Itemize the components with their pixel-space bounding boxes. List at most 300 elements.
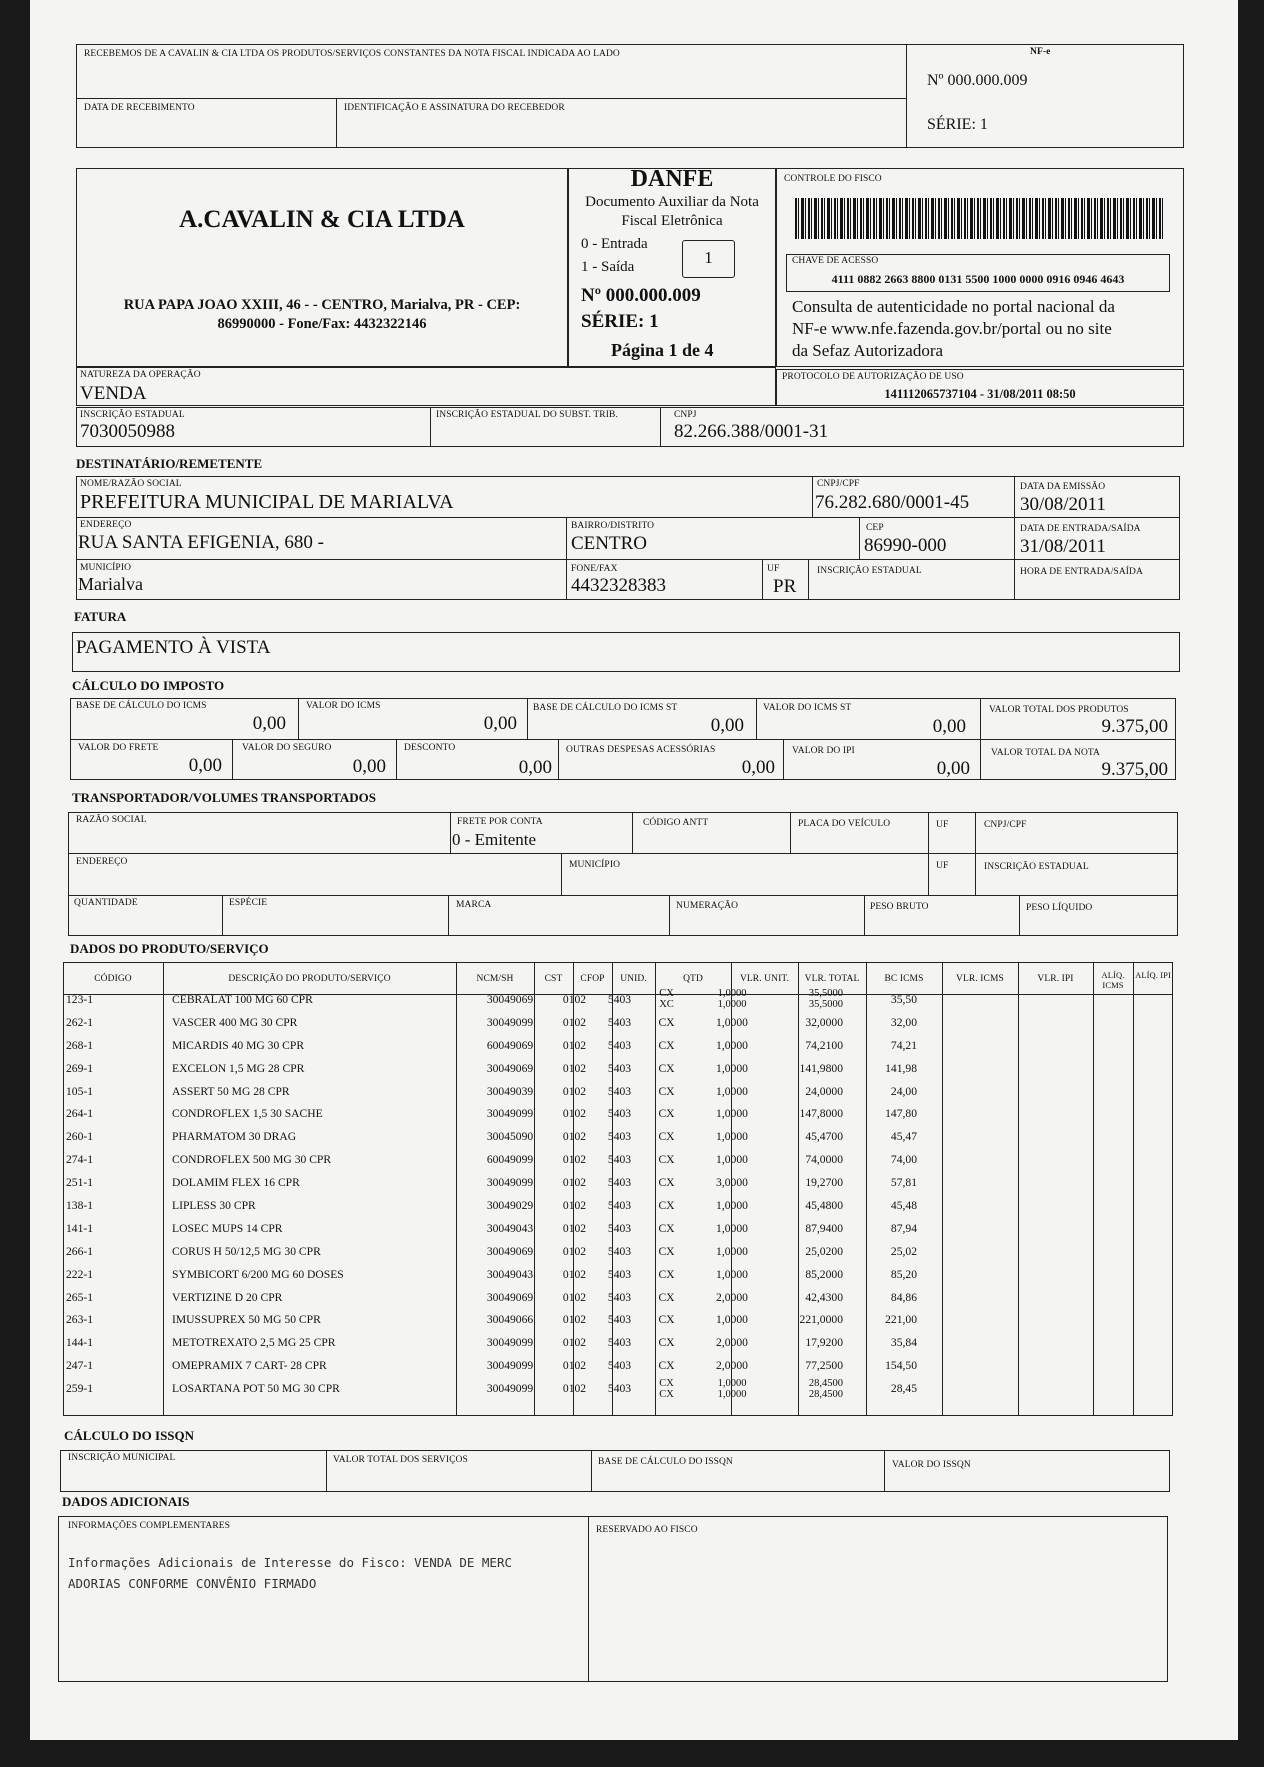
transp-peso-liquido-label: PESO LÍQUIDO: [1026, 903, 1093, 913]
divider: [450, 812, 451, 853]
cell-unid: CX: [658, 1015, 675, 1029]
column-divider: [942, 962, 943, 1416]
consulta-2: NF-e www.nfe.fazenda.gov.br/portal ou no site: [792, 319, 1112, 338]
cell-cst: 0102: [562, 992, 587, 1006]
cell-cst: 0102: [562, 1244, 587, 1258]
product-header-cell: VLR. TOTAL: [804, 974, 860, 984]
cell-descricao: METOTREXATO 2,5 MG 25 CPR: [172, 1336, 336, 1350]
table-row: [63, 1194, 920, 1217]
cell-codigo: 138-1: [66, 1198, 94, 1212]
product-header-cell: ALÍQ. IPI: [1135, 970, 1171, 980]
cell-codigo: 269-1: [66, 1061, 94, 1075]
table-row: [63, 1377, 920, 1400]
cell-unit: 221,0000: [799, 1313, 843, 1327]
divider: [70, 739, 1176, 740]
divider: [808, 559, 809, 600]
base-icms-label: BASE DE CÁLCULO DO ICMS: [76, 701, 207, 711]
cell-qtd: 1,0000: [716, 1153, 748, 1167]
cnpj-value: 82.266.388/0001-31: [674, 421, 829, 442]
issqn-im-label: INSCRIÇÃO MUNICIPAL: [68, 1453, 176, 1463]
cell-descricao: CONDROFLEX 1,5 30 SACHE: [172, 1107, 323, 1121]
cell-descricao: LOSARTANA POT 50 MG 30 CPR: [172, 1382, 340, 1396]
divider: [884, 1450, 885, 1492]
table-row: [63, 1308, 920, 1331]
adicionais-box: [58, 1516, 1168, 1682]
divider: [660, 407, 661, 447]
danfe-serie: SÉRIE: 1: [581, 311, 659, 332]
cell-qtd: 1,0000: [716, 1313, 748, 1327]
canhoto-numero: Nº 000.000.009: [927, 72, 1028, 89]
cell-qtd: 1,0000: [716, 1061, 748, 1075]
cell-ncm: 30049099: [486, 1015, 534, 1029]
cell-unit: 28,4500 28,4500: [808, 1377, 843, 1400]
total-prod: 9.375,00: [1101, 716, 1168, 737]
product-header-cell: CFOP: [580, 974, 605, 984]
cell-ncm: 30049029: [486, 1198, 534, 1212]
cell-qtd: 1,0000 1,0000: [717, 988, 747, 1011]
cell-qtd: 1,0000 1,0000: [717, 1377, 747, 1400]
cell-ncm: 30049069: [486, 1290, 534, 1304]
nfe-label: NF-e: [1030, 47, 1051, 57]
cell-ncm: 30049043: [486, 1267, 534, 1281]
identificacao-label: IDENTIFICAÇÃO E ASSINATURA DO RECEBEDOR: [344, 103, 565, 113]
cell-qtd: 2,0000: [716, 1359, 748, 1373]
cell-descricao: MICARDIS 40 MG 30 CPR: [172, 1038, 305, 1052]
transp-frete: 0 - Emitente: [452, 830, 537, 849]
transp-quantidade-label: QUANTIDADE: [74, 898, 138, 908]
cell-unit: 45,4700: [805, 1130, 843, 1144]
cell-cfop: 5403: [607, 1267, 632, 1281]
table-row: [63, 1080, 920, 1103]
chave-acesso: 4111 0882 2663 8800 0131 5500 1000 0000 0916 0946 4643: [831, 272, 1125, 286]
base-icms: 0,00: [252, 713, 286, 734]
cell-codigo: 247-1: [66, 1359, 94, 1373]
product-header-cell: UNID.: [620, 974, 647, 984]
table-row: [63, 988, 920, 1011]
protocolo-label: PROTOCOLO DE AUTORIZAÇÃO DE USO: [782, 372, 964, 382]
cell-unid: CX: [658, 1176, 675, 1190]
dest-nome: PREFEITURA MUNICIPAL DE MARIALVA: [80, 491, 454, 513]
divider: [222, 895, 223, 936]
consulta-3: da Sefaz Autorizadora: [792, 341, 944, 360]
transp-placa-label: PLACA DO VEÍCULO: [798, 819, 891, 829]
emitente-endereco: RUA PAPA JOAO XXIII, 46 - - CENTRO, Marialva, PR - CEP:: [123, 297, 521, 313]
cell-ncm: 30049099: [486, 1336, 534, 1350]
cell-ncm: 30045090: [486, 1130, 534, 1144]
column-divider: [1018, 962, 1019, 1416]
info-line-2: ADORIAS CONFORME CONVÊNIO FIRMADO: [68, 1576, 317, 1591]
cell-cfop: 5403: [607, 1015, 632, 1029]
cell-qtd: 1,0000: [716, 1221, 748, 1235]
danfe-subtitle-1: Documento Auxiliar da Nota: [585, 194, 759, 210]
divider: [591, 1450, 592, 1492]
divider: [527, 698, 528, 739]
divider: [632, 812, 633, 853]
cell-descricao: VASCER 400 MG 30 CPR: [172, 1015, 298, 1029]
cell-descricao: IMUSSUPREX 50 MG 50 CPR: [172, 1313, 321, 1327]
cell-descricao: EXCELON 1,5 MG 28 CPR: [172, 1061, 305, 1075]
product-header-cell: CST: [544, 974, 563, 984]
cell-qtd: 1,0000: [716, 1267, 748, 1281]
frete-label: VALOR DO FRETE: [78, 743, 159, 753]
issqn-section: CÁLCULO DO ISSQN: [64, 1428, 195, 1443]
cell-cfop: 5403: [607, 1382, 632, 1396]
cell-unit: 74,2100: [805, 1038, 843, 1052]
cell-ncm: 30049099: [486, 1107, 534, 1121]
cell-cfop: 5403: [607, 1221, 632, 1235]
cell-codigo: 266-1: [66, 1244, 94, 1258]
danfe-numero: Nº 000.000.009: [581, 285, 701, 306]
divider: [1014, 476, 1015, 600]
table-row: [63, 1148, 920, 1171]
cell-unit: 147,8000: [799, 1107, 843, 1121]
consulta-1: Consulta de autenticidade no portal nacional da: [792, 297, 1115, 316]
dest-uf: PR: [773, 576, 797, 597]
transp-uf2-label: UF: [936, 861, 949, 871]
cell-ncm: 30049099: [486, 1382, 534, 1396]
total-nota-label: VALOR TOTAL DA NOTA: [991, 748, 1101, 758]
valor-icms: 0,00: [483, 713, 517, 734]
cell-descricao: CEBRALAT 100 MG 60 CPR: [172, 992, 313, 1006]
product-header-cell: VLR. ICMS: [956, 974, 1004, 984]
dest-bairro-label: BAIRRO/DISTRITO: [571, 521, 655, 531]
cell-cfop: 5403: [607, 1336, 632, 1350]
divider: [558, 739, 559, 780]
cell-ncm: 30049069: [486, 1061, 534, 1075]
transp-ie-label: INSCRIÇÃO ESTADUAL: [984, 862, 1089, 872]
base-st: 0,00: [710, 715, 744, 736]
dest-municipio: Marialva: [78, 574, 143, 594]
dest-fone: 4432328383: [571, 575, 666, 596]
destinatario-section: DESTINATÁRIO/REMETENTE: [76, 456, 263, 471]
cell-unit: 25,0200: [805, 1244, 843, 1258]
product-table: [63, 988, 920, 1400]
cell-unit: 141,9800: [799, 1061, 843, 1075]
table-row: [63, 1263, 920, 1286]
dest-entrada-saida-label: DATA DE ENTRADA/SAÍDA: [1020, 524, 1141, 534]
issqn-valor-label: VALOR DO ISSQN: [892, 1460, 971, 1470]
canhoto-serie: SÉRIE: 1: [927, 116, 988, 133]
cell-unid: CX: [658, 1061, 675, 1075]
cell-cfop: 5403: [607, 1061, 632, 1075]
dest-emissao: 30/08/2011: [1020, 494, 1106, 515]
cell-ncm: 60049099: [486, 1153, 534, 1167]
table-row: [63, 1286, 920, 1309]
desconto-label: DESCONTO: [404, 743, 456, 753]
cell-ncm: 30049069: [486, 1244, 534, 1258]
table-row: [63, 1125, 920, 1148]
cell-qtd: 1,0000: [716, 1038, 748, 1052]
cell-qtd: 1,0000: [716, 1244, 748, 1258]
cell-ncm: 30049099: [486, 1359, 534, 1373]
divider: [566, 517, 567, 600]
cell-cfop: 5403: [607, 1153, 632, 1167]
divider: [980, 698, 981, 780]
cell-unid: CX: [658, 1084, 675, 1098]
divider: [336, 98, 337, 148]
cell-ncm: 30049039: [486, 1084, 534, 1098]
issqn-servicos-label: VALOR TOTAL DOS SERVIÇOS: [333, 1455, 468, 1465]
cell-ncm: 30049066: [486, 1313, 534, 1327]
cell-unit: 45,4800: [805, 1198, 843, 1212]
transp-municipio-label: MUNICÍPIO: [569, 860, 621, 870]
ie-st-label: INSCRIÇÃO ESTADUAL DO SUBST. TRIB.: [436, 410, 618, 420]
divider: [928, 812, 929, 895]
ipi: 0,00: [936, 758, 970, 779]
table-row: [63, 1240, 920, 1263]
cell-codigo: 105-1: [66, 1084, 94, 1098]
cell-unid: CX CX: [659, 1377, 674, 1400]
dest-hora-label: HORA DE ENTRADA/SAÍDA: [1020, 567, 1143, 577]
cell-total: 147,80: [885, 1107, 917, 1121]
cell-unit: 35,5000 35,5000: [808, 988, 843, 1011]
seguro: 0,00: [352, 756, 386, 777]
emitente-cep-fone: 86990000 - Fone/Fax: 4432322146: [217, 316, 427, 332]
divider: [762, 559, 763, 600]
cell-total: 57,81: [890, 1176, 917, 1190]
fatura-texto: PAGAMENTO À VISTA: [76, 637, 271, 658]
cell-cst: 0102: [562, 1267, 587, 1281]
cell-cst: 0102: [562, 1107, 587, 1121]
cell-unid: CX: [658, 1107, 675, 1121]
danfe-entrada: 0 - Entrada: [581, 236, 648, 252]
cell-codigo: 263-1: [66, 1313, 94, 1327]
cell-unit: 42,4300: [805, 1290, 843, 1304]
cell-total: 35,84: [890, 1336, 917, 1350]
cell-codigo: 144-1: [66, 1336, 94, 1350]
cell-qtd: 1,0000: [716, 1084, 748, 1098]
cell-cst: 0102: [562, 1359, 587, 1373]
outras: 0,00: [741, 757, 775, 778]
divider: [812, 476, 813, 517]
cell-total: 32,00: [890, 1015, 917, 1029]
cell-cst: 0102: [562, 1015, 587, 1029]
adicionais-section: DADOS ADICIONAIS: [62, 1494, 190, 1509]
dest-ie-label: INSCRIÇÃO ESTADUAL: [817, 566, 922, 576]
cell-unid: CX: [658, 1130, 675, 1144]
table-row: [63, 1217, 920, 1240]
total-prod-label: VALOR TOTAL DOS PRODUTOS: [989, 705, 1129, 715]
cell-codigo: 141-1: [66, 1221, 94, 1235]
cell-unid: CX: [658, 1153, 675, 1167]
product-header-cell: VLR. UNIT.: [739, 974, 790, 984]
seguro-label: VALOR DO SEGURO: [242, 743, 332, 753]
transportador-section: TRANSPORTADOR/VOLUMES TRANSPORTADOS: [72, 790, 377, 805]
cell-cfop: 5403: [607, 1290, 632, 1304]
natureza-value: VENDA: [80, 383, 147, 404]
canhoto-box: [76, 44, 1184, 148]
cell-total: 74,21: [890, 1038, 917, 1052]
transp-marca-label: MARCA: [456, 900, 492, 910]
cnpj-label: CNPJ: [674, 410, 697, 420]
cell-cst: 0102: [562, 1382, 587, 1396]
valor-st: 0,00: [932, 716, 966, 737]
cell-total: 28,45: [890, 1382, 917, 1396]
transp-endereco-label: ENDEREÇO: [76, 857, 128, 867]
table-row: [63, 1034, 920, 1057]
frete: 0,00: [188, 755, 222, 776]
cell-total: 45,48: [890, 1198, 917, 1212]
cell-codigo: 268-1: [66, 1038, 94, 1052]
cell-descricao: SYMBICORT 6/200 MG 60 DOSES: [172, 1267, 344, 1281]
cell-unid: CX: [658, 1313, 675, 1327]
imposto-section: CÁLCULO DO IMPOSTO: [72, 678, 225, 693]
cell-cst: 0102: [562, 1153, 587, 1167]
divider: [790, 812, 791, 853]
product-header-cell: NCM/SH: [476, 974, 514, 984]
cell-unit: 19,2700: [805, 1176, 843, 1190]
cell-ncm: 30049069: [486, 992, 534, 1006]
cell-total: 25,02: [890, 1244, 917, 1258]
danfe-tipo: 1: [704, 248, 713, 267]
danfe-subtitle-2: Fiscal Eletrônica: [621, 213, 723, 229]
cell-qtd: 3,0000: [716, 1176, 748, 1190]
transp-cnpj-label: CNPJ/CPF: [984, 820, 1027, 830]
transp-especie-label: ESPÉCIE: [229, 898, 268, 908]
cell-total: 74,00: [890, 1153, 917, 1167]
cell-ncm: 60049069: [486, 1038, 534, 1052]
cell-unit: 87,9400: [805, 1221, 843, 1235]
cell-unid: CX: [658, 1198, 675, 1212]
outras-label: OUTRAS DESPESAS ACESSÓRIAS: [566, 745, 716, 755]
cell-qtd: 1,0000: [716, 1107, 748, 1121]
cell-cst: 0102: [562, 1290, 587, 1304]
cell-total: 141,98: [885, 1061, 917, 1075]
valor-st-label: VALOR DO ICMS ST: [763, 703, 852, 713]
divider: [430, 407, 431, 447]
cell-descricao: LOSEC MUPS 14 CPR: [172, 1221, 283, 1235]
cell-codigo: 251-1: [66, 1176, 94, 1190]
cell-descricao: DOLAMIM FLEX 16 CPR: [172, 1176, 300, 1190]
table-row: [63, 1102, 920, 1125]
barcode: [795, 198, 1164, 239]
transp-razao-label: RAZÃO SOCIAL: [76, 815, 147, 825]
cell-descricao: CONDROFLEX 500 MG 30 CPR: [172, 1153, 332, 1167]
table-row: [63, 1171, 920, 1194]
product-header-cell: VLR. IPI: [1037, 974, 1074, 984]
cell-total: 87,94: [890, 1221, 917, 1235]
divider: [68, 895, 1178, 896]
cell-codigo: 259-1: [66, 1382, 94, 1396]
cell-cst: 0102: [562, 1084, 587, 1098]
cell-cfop: 5403: [607, 1244, 632, 1258]
transportador-box: [68, 812, 1178, 936]
dest-fone-label: FONE/FAX: [571, 564, 618, 574]
cell-cfop: 5403: [607, 992, 632, 1006]
cell-unit: 77,2500: [805, 1359, 843, 1373]
cell-unit: 24,0000: [805, 1084, 843, 1098]
cell-cfop: 5403: [607, 1107, 632, 1121]
cell-unit: 85,2000: [805, 1267, 843, 1281]
danfe-saida: 1 - Saída: [581, 259, 635, 275]
cell-codigo: 260-1: [66, 1130, 94, 1144]
product-header-cell: QTD: [683, 974, 703, 984]
cell-qtd: 2,0000: [716, 1290, 748, 1304]
divider: [396, 739, 397, 780]
dest-emissao-label: DATA DA EMISSÃO: [1020, 482, 1106, 492]
cell-total: 45,47: [890, 1130, 917, 1144]
cell-total: 154,50: [885, 1359, 917, 1373]
cell-qtd: 1,0000: [716, 1130, 748, 1144]
dest-cep-label: CEP: [866, 523, 884, 533]
dest-endereco-label: ENDEREÇO: [80, 520, 132, 530]
total-nota: 9.375,00: [1101, 759, 1168, 780]
transp-antt-label: CÓDIGO ANTT: [643, 818, 709, 828]
divider: [448, 895, 449, 936]
cell-cst: 0102: [562, 1336, 587, 1350]
dest-municipio-label: MUNICÍPIO: [80, 563, 132, 573]
divider: [232, 739, 233, 780]
dest-cnpj-label: CNPJ/CPF: [817, 479, 860, 489]
controle-fisco-label: CONTROLE DO FISCO: [784, 174, 882, 184]
desconto: 0,00: [518, 757, 552, 778]
cell-codigo: 264-1: [66, 1107, 94, 1121]
cell-unid: CX: [658, 1038, 675, 1052]
ie-box: [76, 407, 1184, 447]
dest-uf-label: UF: [767, 564, 780, 574]
cell-cfop: 5403: [607, 1084, 632, 1098]
ie-label: INSCRIÇÃO ESTADUAL: [80, 410, 185, 420]
transp-uf-label: UF: [936, 820, 949, 830]
divider: [326, 1450, 327, 1492]
emitente-nome: A.CAVALIN & CIA LTDA: [179, 206, 465, 233]
product-header-cell: ALÍQ. ICMS: [1101, 970, 1125, 990]
cell-ncm: 30049099: [486, 1176, 534, 1190]
divider: [975, 812, 976, 895]
cell-cst: 0102: [562, 1176, 587, 1190]
dest-bairro: CENTRO: [571, 533, 647, 554]
cell-qtd: 1,0000: [716, 1015, 748, 1029]
cell-unid: CX: [658, 1359, 675, 1373]
cell-cst: 0102: [562, 1038, 587, 1052]
cell-cfop: 5403: [607, 1313, 632, 1327]
cell-codigo: 262-1: [66, 1015, 94, 1029]
dest-entrada-saida: 31/08/2011: [1020, 536, 1106, 557]
cell-cst: 0102: [562, 1198, 587, 1212]
cell-descricao: LIPLESS 30 CPR: [172, 1198, 256, 1212]
table-row: [63, 1331, 920, 1354]
dest-endereco: RUA SANTA EFIGENIA, 680 -: [78, 532, 325, 553]
base-st-label: BASE DE CÁLCULO DO ICMS ST: [533, 703, 678, 713]
cell-unid: CX XC: [659, 988, 674, 1011]
divider: [1019, 895, 1020, 936]
dest-cnpj: 76.282.680/0001-45: [815, 492, 970, 513]
cell-unit: 32,0000: [805, 1015, 843, 1029]
divider: [68, 853, 1178, 854]
cell-cst: 0102: [562, 1313, 587, 1327]
cell-cfop: 5403: [607, 1038, 632, 1052]
cell-cfop: 5403: [607, 1176, 632, 1190]
divider: [588, 1516, 589, 1682]
cell-cst: 0102: [562, 1130, 587, 1144]
transp-peso-bruto-label: PESO BRUTO: [870, 902, 929, 912]
reservado-label: RESERVADO AO FISCO: [596, 1525, 698, 1535]
valor-icms-label: VALOR DO ICMS: [306, 701, 381, 711]
divider: [756, 698, 757, 739]
cell-total: 24,00: [890, 1084, 917, 1098]
table-row: [63, 1354, 920, 1377]
cell-codigo: 265-1: [66, 1290, 94, 1304]
dest-cep: 86990-000: [864, 535, 947, 556]
cell-cfop: 5403: [607, 1130, 632, 1144]
fatura-section: FATURA: [74, 609, 127, 624]
product-header-cell: BC ICMS: [884, 974, 924, 984]
cell-cfop: 5403: [607, 1198, 632, 1212]
cell-cfop: 5403: [607, 1359, 632, 1373]
info-label: INFORMAÇÕES COMPLEMENTARES: [68, 1521, 231, 1531]
canhoto-recebemos: RECEBEMOS DE A CAVALIN & CIA LTDA OS PRODUTOS/SERVIÇOS CONSTANTES DA NOTA FISCAL INDICADA AO LADO: [84, 49, 620, 59]
divider: [298, 698, 299, 739]
